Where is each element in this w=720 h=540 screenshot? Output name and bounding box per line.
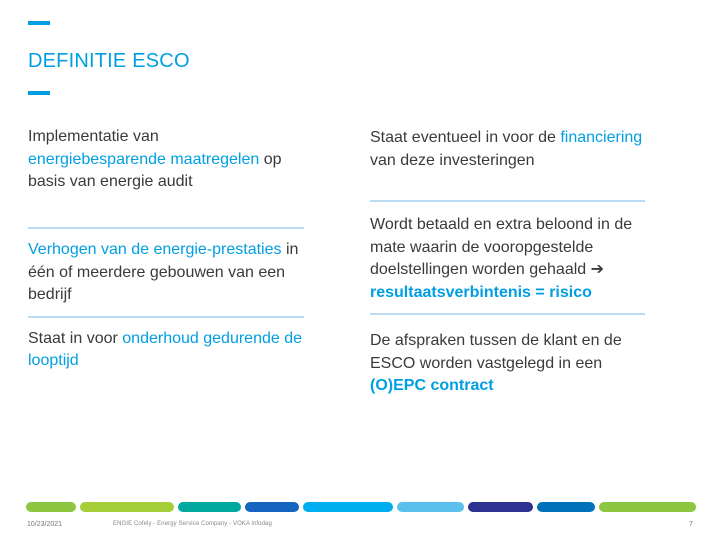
right-paragraph-3 [370,330,645,398]
divider [370,200,645,202]
right-paragraph-1 [370,127,645,193]
right-p3-highlight: (O)EPC contract [370,377,494,394]
footer-color-segment [599,502,696,512]
left-paragraph-2 [28,239,304,307]
left-column [28,126,304,373]
right-p2-text: Wordt betaald en extra beloond in de mate waarin de vooropgestelde doelstellingen worden gehaald [370,216,633,278]
divider [28,316,304,318]
right-p2-highlight: resultaatsverbintenis = risico [370,283,592,301]
slide-title: DEFINITIE ESCO [28,50,190,72]
right-paragraph-2 [370,214,645,304]
left-p2-text: in één of meerdere gebouwen van een bedrijf [28,241,299,303]
footer-color-segment [537,502,595,512]
page-number: 7 [689,521,693,528]
footer-color-segment [245,502,300,512]
footer-color-segment [468,502,533,512]
footer-color-segment [397,502,465,512]
left-p3-highlight: onderhoud gedurende de looptijd [28,329,302,369]
arrow-right-icon: ➔ [590,261,605,278]
footer-color-bar [26,502,696,512]
footer-text: ENGIE Cofely - Energy Service Company - VOKA infodag [113,521,272,527]
title-accent-bar-top [28,21,50,25]
footer-color-segment [303,502,392,512]
right-p1-text-2: van deze investeringen [370,151,535,169]
left-paragraph-1 [28,126,304,217]
title-accent-bar-bottom [28,91,50,95]
left-p3-text: Staat in voor [28,329,123,347]
left-p1-text-2: op basis van energie audit [28,150,282,190]
left-p1-text: Implementatie van [28,128,159,145]
footer-date: 10/23/2021 [27,521,63,528]
left-p2-highlight: Verhogen van de energie-prestaties [28,241,282,258]
left-paragraph-3 [28,328,304,373]
divider [28,227,304,229]
right-p1-text: Staat eventueel in voor de [370,129,561,146]
right-column [370,127,645,398]
footer-color-segment [26,502,76,512]
footer-color-segment [178,502,241,512]
right-p1-highlight: financiering [560,129,643,146]
right-p3-text: De afspraken tussen de klant en de ESCO worden vastgelegd in een [370,332,622,372]
footer-color-segment [80,502,174,512]
divider [370,313,645,315]
left-p1-highlight: energiebesparende maatregelen [28,150,260,168]
